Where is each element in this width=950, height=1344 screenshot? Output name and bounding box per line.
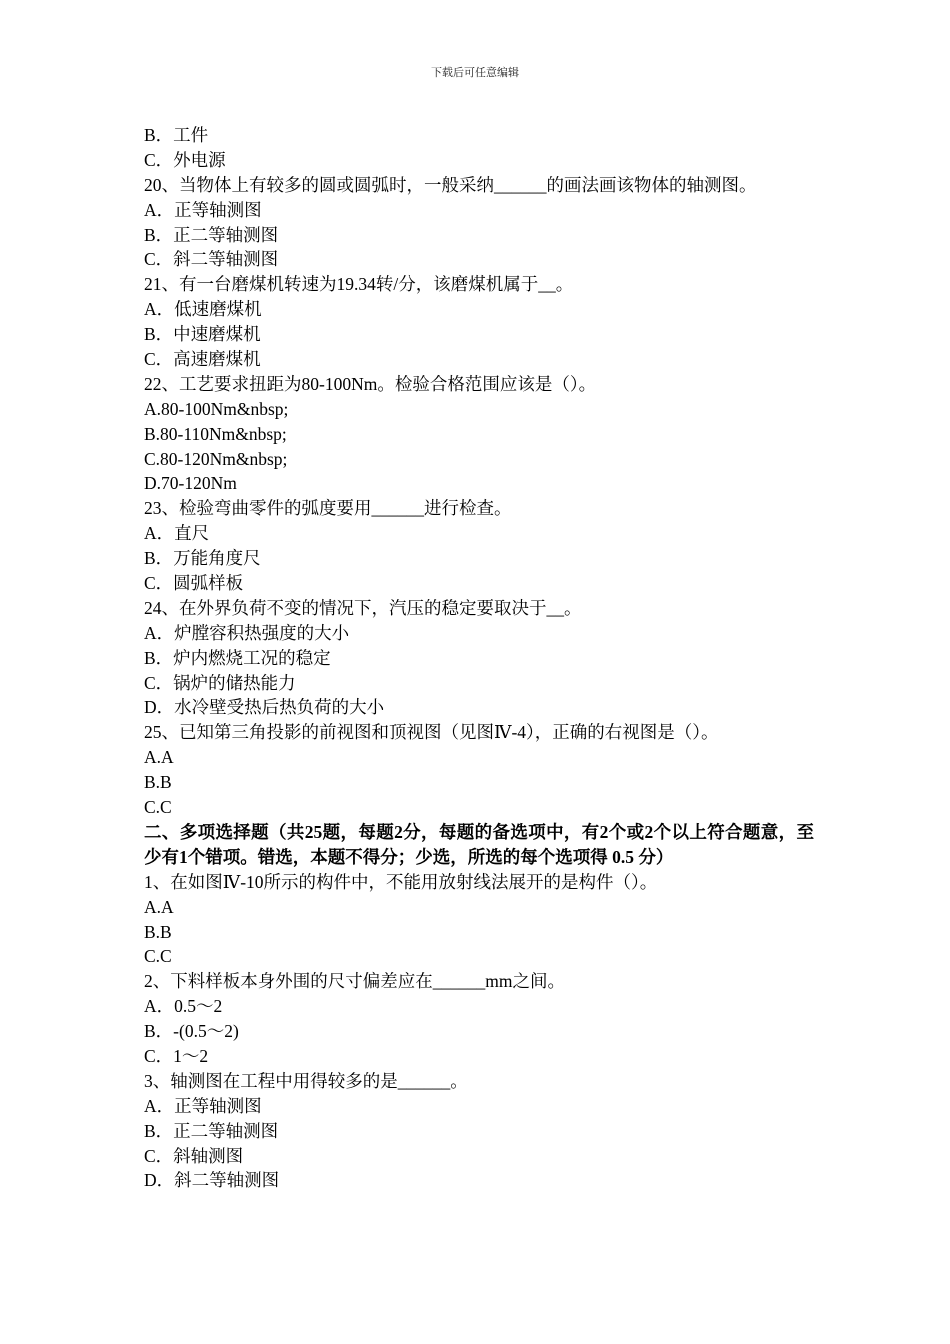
- document-body: [144, 123, 814, 1193]
- questions-multiple-choice: [144, 870, 814, 1194]
- questions-single-choice: [144, 123, 814, 820]
- answer-option: B．工件: [144, 125, 209, 145]
- question-stem: 24、在外界负荷不变的情况下，汽压的稳定要取决于__。: [144, 597, 582, 618]
- answer-option: C．外电源: [144, 149, 226, 170]
- question-stem: 22、工艺要求扭距为80-100Nm。检验合格范围应该是（）。: [144, 373, 597, 394]
- answer-option: B．万能角度尺: [144, 548, 261, 569]
- question-stem: 3、轴测图在工程中用得较多的是______。: [144, 1070, 468, 1091]
- answer-option: C．1～2: [144, 1045, 209, 1066]
- question-stem: 20、当物体上有较多的圆或圆弧时，一般采纳______的画法画该物体的轴测图。: [144, 174, 757, 195]
- answer-option: A．0.5～2: [144, 996, 223, 1017]
- question-stem: 23、检验弯曲零件的弧度要用______进行检查。: [144, 498, 512, 519]
- answer-option: A.A: [144, 747, 174, 768]
- answer-option: B．炉内燃烧工况的稳定: [144, 647, 331, 668]
- section-heading-multiple-choice: 二、多项选择题（共25题，每题2分，每题的备选项中，有2个或2个以上符合题意，至少有1个错项。错选，本题不得分；少选，所选的每个选项得 0.5 分）: [144, 821, 814, 867]
- answer-option: C．锅炉的储热能力: [144, 672, 296, 693]
- answer-option: A．低速磨煤机: [144, 299, 262, 320]
- answer-option: B．中速磨煤机: [144, 324, 261, 345]
- answer-option: A．正等轴测图: [144, 1095, 262, 1116]
- question-stem: 1、在如图Ⅳ-10所示的构件中，不能用放射线法展开的是构件（）。: [144, 871, 658, 892]
- answer-option: C.80-120Nm&nbsp;: [144, 448, 288, 469]
- answer-option: D．水冷壁受热后热负荷的大小: [144, 697, 385, 718]
- answer-option: B．正二等轴测图: [144, 224, 279, 245]
- answer-option: C．高速磨煤机: [144, 349, 261, 370]
- answer-option: C.C: [144, 797, 172, 818]
- answer-option: D.70-120Nm: [144, 473, 237, 494]
- question-stem: 21、有一台磨煤机转速为19.34转/分，该磨煤机属于__。: [144, 274, 574, 295]
- answer-option: B.B: [144, 772, 172, 793]
- answer-option: B．正二等轴测图: [144, 1120, 279, 1141]
- question-stem: 2、下料样板本身外围的尺寸偏差应在______mm之间。: [144, 971, 565, 992]
- page-header-note: 下载后可任意编辑: [431, 67, 519, 79]
- answer-option: C.C: [144, 946, 172, 967]
- answer-option: C．斜轴测图: [144, 1145, 244, 1166]
- answer-option: B.80-110Nm&nbsp;: [144, 423, 287, 444]
- answer-option: A．炉膛容积热强度的大小: [144, 622, 350, 643]
- answer-option: A.A: [144, 896, 174, 917]
- answer-option: B．-(0.5～2): [144, 1021, 239, 1042]
- answer-option: A.80-100Nm&nbsp;: [144, 398, 289, 419]
- question-stem: 25、已知第三角投影的前视图和顶视图（见图Ⅳ-4），正确的右视图是（）。: [144, 722, 719, 743]
- answer-option: C．斜二等轴测图: [144, 249, 279, 270]
- answer-option: B.B: [144, 921, 172, 942]
- answer-option: A．正等轴测图: [144, 199, 262, 220]
- answer-option: C．圆弧样板: [144, 573, 244, 594]
- answer-option: D．斜二等轴测图: [144, 1170, 280, 1191]
- answer-option: A．直尺: [144, 523, 210, 544]
